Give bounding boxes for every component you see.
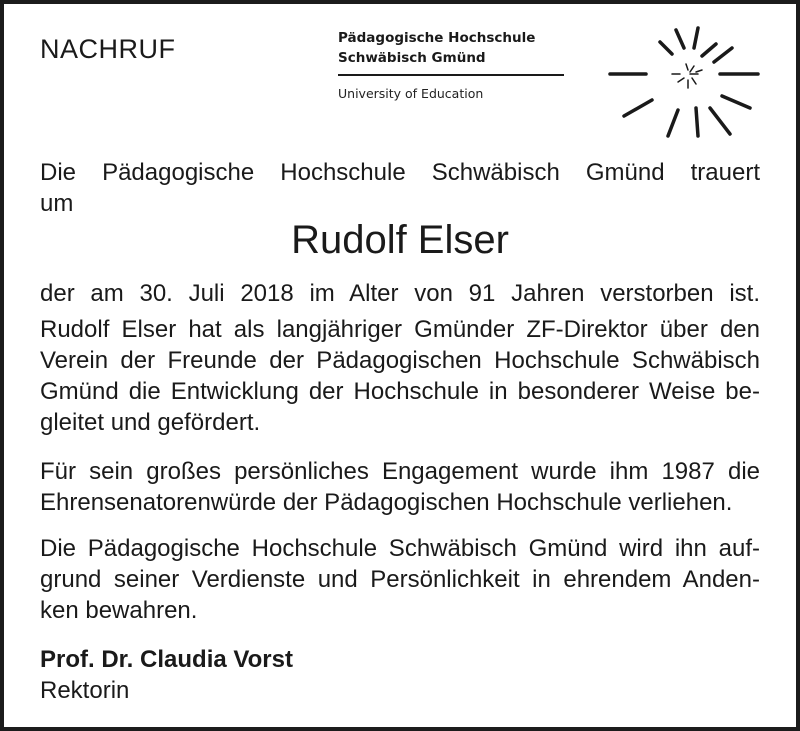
death-statement: [40, 278, 760, 309]
remembrance-paragraph: [40, 533, 760, 626]
paragraph2-line-3: Gmünd die Entwicklung der Hochschule in besonderer Weise be-: [40, 378, 760, 405]
university-logo-text: [338, 28, 568, 101]
honor-paragraph: [40, 456, 760, 518]
paragraph2-line-1: Rudolf Elser hat als langjähriger Gmünder ZF-Direktor über den: [40, 316, 760, 343]
career-paragraph: [40, 314, 760, 438]
logo-line-2: Schwäbisch Gmünd: [338, 50, 486, 66]
intro-line-2: um: [40, 190, 74, 217]
paragraph3-line-2: Ehrensenatorenwürde der Pädagogischen Hochschule verliehen.: [40, 489, 733, 516]
paragraph4-line-2: grund seiner Verdienste und Persönlichkeit in ehrendem Anden-: [40, 566, 760, 593]
intro-line-1: Die Pädagogische Hochschule Schwäbisch Gmünd trauert: [40, 159, 760, 186]
paragraph3-line-1: Für sein großes persönliches Engagement wurde ihm 1987 die: [40, 458, 760, 485]
paragraph2-line-4: gleitet und gefördert.: [40, 409, 261, 436]
paragraph2-line-2: Verein der Freunde der Pädagogischen Hochschule Schwäbisch: [40, 347, 760, 374]
signatory-name: Prof. Dr. Claudia Vorst: [40, 646, 293, 673]
signatory-role: Rektorin: [40, 677, 130, 704]
paragraph4-line-1: Die Pädagogische Hochschule Schwäbisch Gmünd wird ihn auf-: [40, 535, 760, 562]
sunburst-logo-icon: [602, 22, 772, 146]
logo-subline: University of Education: [338, 85, 484, 101]
paragraph4-line-3: ken bewahren.: [40, 597, 198, 624]
intro-text: [40, 157, 760, 219]
deceased-name: Rudolf Elser: [291, 218, 509, 262]
logo-line-1: Pädagogische Hochschule: [338, 30, 536, 46]
notice-heading: NACHRUF: [40, 34, 176, 64]
logo-divider: [338, 74, 564, 76]
paragraph1-line-1: der am 30. Juli 2018 im Alter von 91 Jahren verstorben ist.: [40, 280, 760, 307]
